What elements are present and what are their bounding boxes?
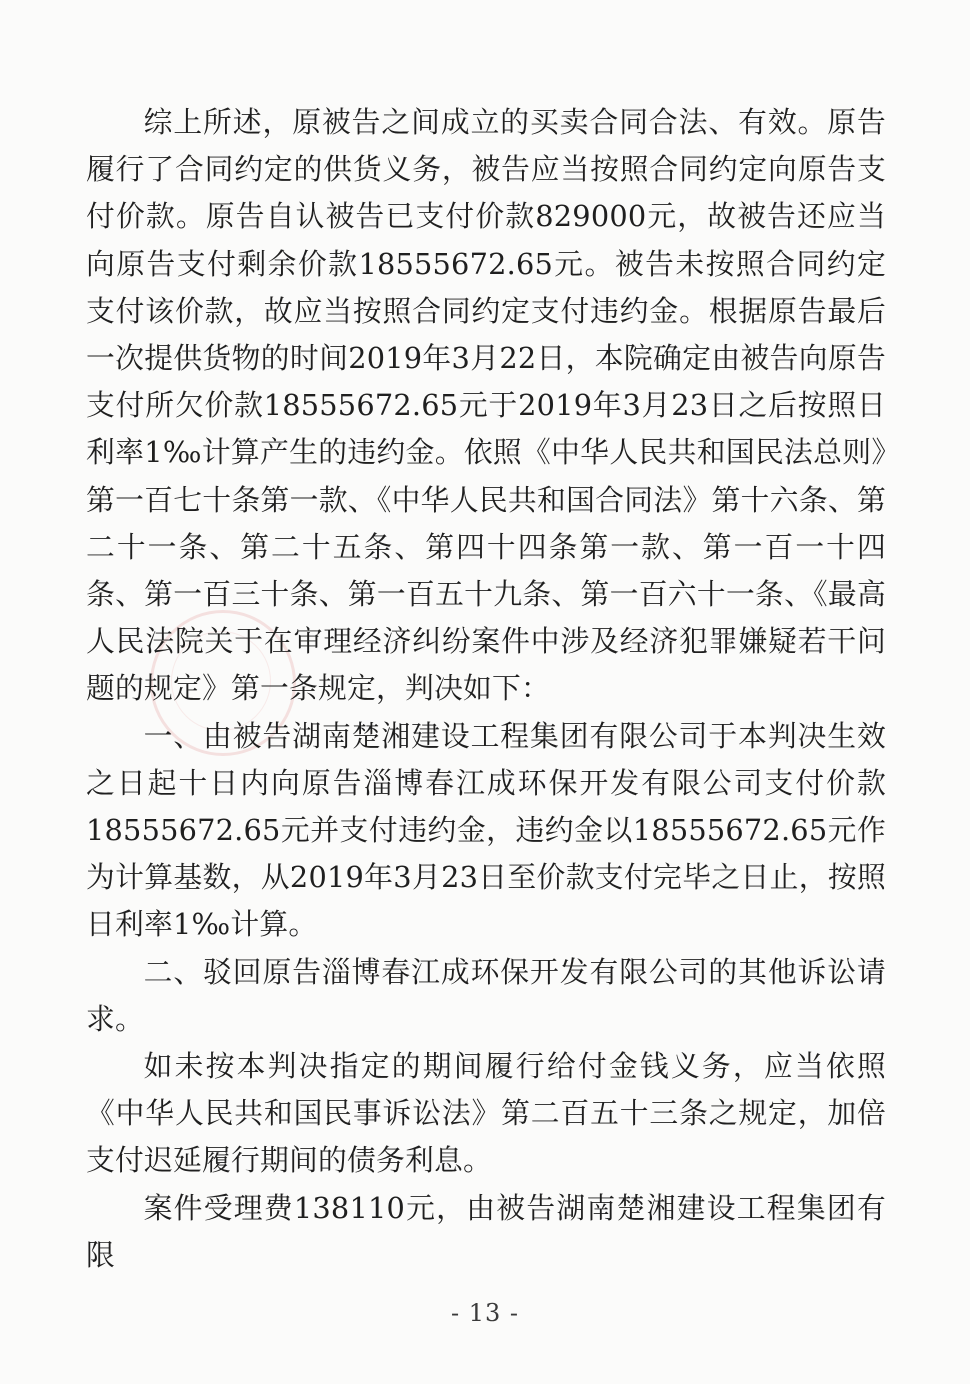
page-number: - 13 - bbox=[450, 1299, 519, 1327]
judgment-item-two: 二、驳回原告淄博春江成环保开发有限公司的其他诉讼请求。 bbox=[86, 954, 886, 1036]
late-payment-notice: 如未按本判决指定的期间履行给付金钱义务，应当依照《中华人民共和国民事诉讼法》第二百五十三条之规定，加倍支付迟延履行期间的债务利息。 bbox=[86, 1049, 886, 1178]
document-body bbox=[86, 99, 886, 1279]
judgment-item-one: 一、由被告湖南楚湘建设工程集团有限公司于本判决生效之日起十日内向原告淄博春江成环保开发有限公司支付价款18555672.65元并支付违约金，违约金以18555672.65元作为计算基数，从2019年3月23日至价款支付完毕之日止，按照日利率1‰计算。 bbox=[86, 718, 886, 942]
conclusion-paragraph: 综上所述，原被告之间成立的买卖合同合法、有效。原告履行了合同约定的供货义务，被告应当按照合同约定向原告支付价款。原告自认被告已支付价款829000元，故被告还应当向原告支付剩余价款18555672.65元。被告未按照合同约定支付该价款，故应当按照合同约定支付违约金。根据原告最后一次提供货物的时间2019年3月22日，本院确定由被告向原告支付所欠价款18555672.65元于2019年3月23日之后按照日利率1‰计算产生的违约金。依照《中华人民共和国民法总则》第一百七十条第一款、《中华人民共和国合同法》第十六条、第二十一条、第二十五条、第四十四条第一款、第一百一十四条、第一百三十条、第一百五十九条、第一百六十一条、《最高人民法院关于在审理经济纠纷案件中涉及经济犯罪嫌疑若干问题的规定》第一条规定，判决如下： bbox=[86, 105, 886, 706]
case-fee-paragraph: 案件受理费138110元，由被告湖南楚湘建设工程集团有限 bbox=[86, 1190, 886, 1272]
